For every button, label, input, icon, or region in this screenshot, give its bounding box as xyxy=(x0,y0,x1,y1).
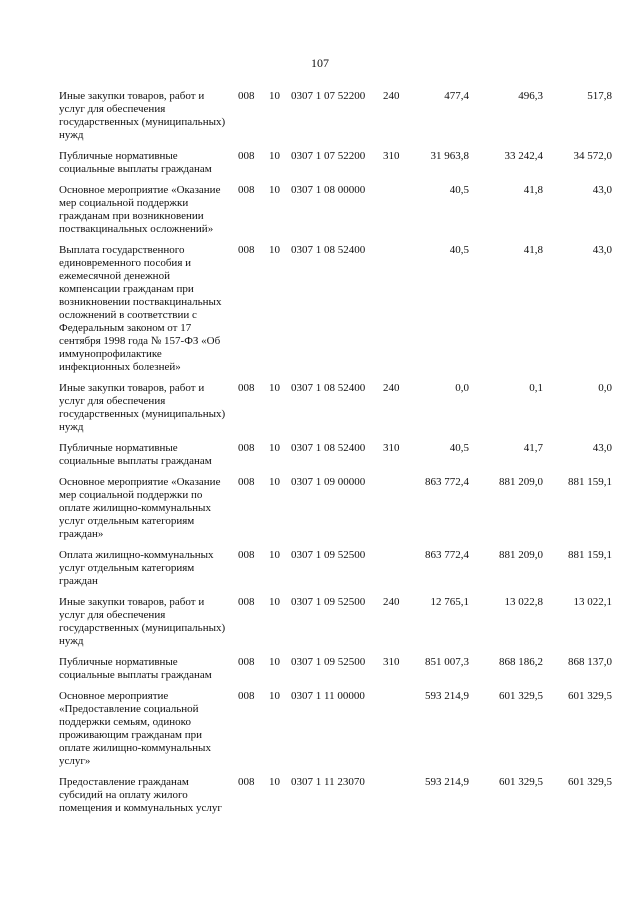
amount-year-1: 863 772,4 xyxy=(425,476,469,488)
subsection-code: 03 xyxy=(291,776,302,788)
amount-year-2: 41,8 xyxy=(523,244,543,256)
table-row xyxy=(59,476,619,541)
row-name: Иные закупки товаров, работ и услуг для обеспечения государственных (муниципальных) нужд xyxy=(59,90,226,141)
amount-year-1: 12 765,1 xyxy=(430,596,469,608)
expense-type-code: 310 xyxy=(383,656,400,668)
amount-year-1: 40,5 xyxy=(449,442,469,454)
amount-year-3: 601 329,5 xyxy=(568,776,612,788)
expense-type-code: 240 xyxy=(383,596,400,608)
amount-year-3: 34 572,0 xyxy=(573,150,612,162)
expense-type-code: 310 xyxy=(383,150,400,162)
amount-year-2: 881 209,0 xyxy=(499,476,543,488)
target-article-code: 07 1 11 23070 xyxy=(302,776,365,788)
target-article-code: 07 1 08 52400 xyxy=(302,382,366,394)
subsection-code: 03 xyxy=(291,244,302,256)
section-code: 10 xyxy=(269,776,280,788)
section-code: 10 xyxy=(269,184,280,196)
table-row xyxy=(59,690,619,768)
row-name: Иные закупки товаров, работ и услуг для обеспечения государственных (муниципальных) нужд xyxy=(59,382,226,433)
amount-year-1: 31 963,8 xyxy=(430,150,469,162)
amount-year-1: 40,5 xyxy=(449,244,469,256)
section-code: 10 xyxy=(269,476,280,488)
section-code: 10 xyxy=(269,90,280,102)
admin-code: 008 xyxy=(238,656,255,668)
subsection-code: 03 xyxy=(291,382,302,394)
subsection-code: 03 xyxy=(291,150,302,162)
subsection-code: 03 xyxy=(291,184,302,196)
amount-year-3: 43,0 xyxy=(592,184,612,196)
target-article-code: 07 1 09 52500 xyxy=(302,549,366,561)
amount-year-2: 41,7 xyxy=(523,442,543,454)
table-row xyxy=(59,442,619,468)
amount-year-2: 496,3 xyxy=(518,90,543,102)
amount-year-3: 881 159,1 xyxy=(568,476,612,488)
table-row xyxy=(59,150,619,176)
subsection-code: 03 xyxy=(291,656,302,668)
amount-year-1: 863 772,4 xyxy=(425,549,469,561)
expense-type-code: 310 xyxy=(383,442,400,454)
section-code: 10 xyxy=(269,150,280,162)
subsection-code: 03 xyxy=(291,549,302,561)
section-code: 10 xyxy=(269,549,280,561)
amount-year-1: 593 214,9 xyxy=(425,776,469,788)
amount-year-1: 40,5 xyxy=(449,184,469,196)
page-number: 107 xyxy=(311,56,329,70)
amount-year-1: 477,4 xyxy=(444,90,469,102)
amount-year-3: 601 329,5 xyxy=(568,690,612,702)
expense-type-code: 240 xyxy=(383,382,400,394)
table-row xyxy=(59,382,619,434)
amount-year-2: 41,8 xyxy=(523,184,543,196)
section-code: 10 xyxy=(269,596,280,608)
expense-type-code: 240 xyxy=(383,90,400,102)
amount-year-3: 881 159,1 xyxy=(568,549,612,561)
amount-year-2: 601 329,5 xyxy=(499,690,543,702)
admin-code: 008 xyxy=(238,776,255,788)
row-name: Публичные нормативные социальные выплаты гражданам xyxy=(59,656,212,681)
amount-year-2: 0,1 xyxy=(529,382,543,394)
section-code: 10 xyxy=(269,382,280,394)
amount-year-2: 601 329,5 xyxy=(499,776,543,788)
subsection-code: 03 xyxy=(291,690,302,702)
amount-year-3: 517,8 xyxy=(587,90,612,102)
admin-code: 008 xyxy=(238,150,255,162)
target-article-code: 07 1 09 00000 xyxy=(302,476,366,488)
section-code: 10 xyxy=(269,244,280,256)
amount-year-2: 13 022,8 xyxy=(504,596,543,608)
target-article-code: 07 1 09 52500 xyxy=(302,656,366,668)
admin-code: 008 xyxy=(238,690,255,702)
amount-year-2: 868 186,2 xyxy=(499,656,543,668)
target-article-code: 07 1 07 52200 xyxy=(302,150,366,162)
subsection-code: 03 xyxy=(291,596,302,608)
table-row xyxy=(59,244,619,374)
section-code: 10 xyxy=(269,442,280,454)
row-name: Основное мероприятие «Оказание мер социальной поддержки гражданам при возникновении поствакцинальных осложнений» xyxy=(59,184,221,235)
amount-year-1: 0,0 xyxy=(455,382,469,394)
section-code: 10 xyxy=(269,656,280,668)
budget-table xyxy=(59,90,619,823)
row-name: Предоставление гражданам субсидий на оплату жилого помещения и коммунальных услуг xyxy=(59,776,222,814)
table-row xyxy=(59,596,619,648)
row-name: Выплата государственного единовременного пособия и ежемесячной денежной компенсации гражданам при возникновении поствакцинальных осложнений в соответствии с Федеральным законом от 17 сентября 1998 года № 157-ФЗ «Об иммунопрофилактике инфекционных болезней» xyxy=(59,244,222,373)
target-article-code: 07 1 08 00000 xyxy=(302,184,366,196)
row-name: Публичные нормативные социальные выплаты гражданам xyxy=(59,442,212,467)
row-name: Основное мероприятие «Предоставление социальной поддержки семьям, одиноко проживающим гражданам при оплате жилищно-коммунальных услуг» xyxy=(59,690,211,767)
admin-code: 008 xyxy=(238,549,255,561)
amount-year-3: 43,0 xyxy=(592,244,612,256)
amount-year-1: 593 214,9 xyxy=(425,690,469,702)
admin-code: 008 xyxy=(238,476,255,488)
amount-year-2: 881 209,0 xyxy=(499,549,543,561)
subsection-code: 03 xyxy=(291,90,302,102)
amount-year-1: 851 007,3 xyxy=(425,656,469,668)
table-row xyxy=(59,656,619,682)
table-row xyxy=(59,184,619,236)
amount-year-3: 0,0 xyxy=(598,382,612,394)
admin-code: 008 xyxy=(238,184,255,196)
admin-code: 008 xyxy=(238,90,255,102)
amount-year-3: 13 022,1 xyxy=(573,596,612,608)
row-name: Основное мероприятие «Оказание мер социальной поддержки по оплате жилищно-коммунальных услуг отдельным категориям граждан» xyxy=(59,476,221,540)
row-name: Оплата жилищно-коммунальных услуг отдельным категориям граждан xyxy=(59,549,214,587)
admin-code: 008 xyxy=(238,442,255,454)
row-name: Иные закупки товаров, работ и услуг для обеспечения государственных (муниципальных) нужд xyxy=(59,596,226,647)
amount-year-3: 868 137,0 xyxy=(568,656,612,668)
target-article-code: 07 1 09 52500 xyxy=(302,596,366,608)
admin-code: 008 xyxy=(238,244,255,256)
amount-year-3: 43,0 xyxy=(592,442,612,454)
admin-code: 008 xyxy=(238,596,255,608)
section-code: 10 xyxy=(269,690,280,702)
subsection-code: 03 xyxy=(291,442,302,454)
amount-year-2: 33 242,4 xyxy=(504,150,543,162)
row-name: Публичные нормативные социальные выплаты гражданам xyxy=(59,150,212,175)
target-article-code: 07 1 08 52400 xyxy=(302,244,366,256)
table-row xyxy=(59,549,619,588)
table-row xyxy=(59,776,619,815)
target-article-code: 07 1 07 52200 xyxy=(302,90,366,102)
admin-code: 008 xyxy=(238,382,255,394)
table-row xyxy=(59,90,619,142)
target-article-code: 07 1 08 52400 xyxy=(302,442,366,454)
target-article-code: 07 1 11 00000 xyxy=(302,690,365,702)
subsection-code: 03 xyxy=(291,476,302,488)
